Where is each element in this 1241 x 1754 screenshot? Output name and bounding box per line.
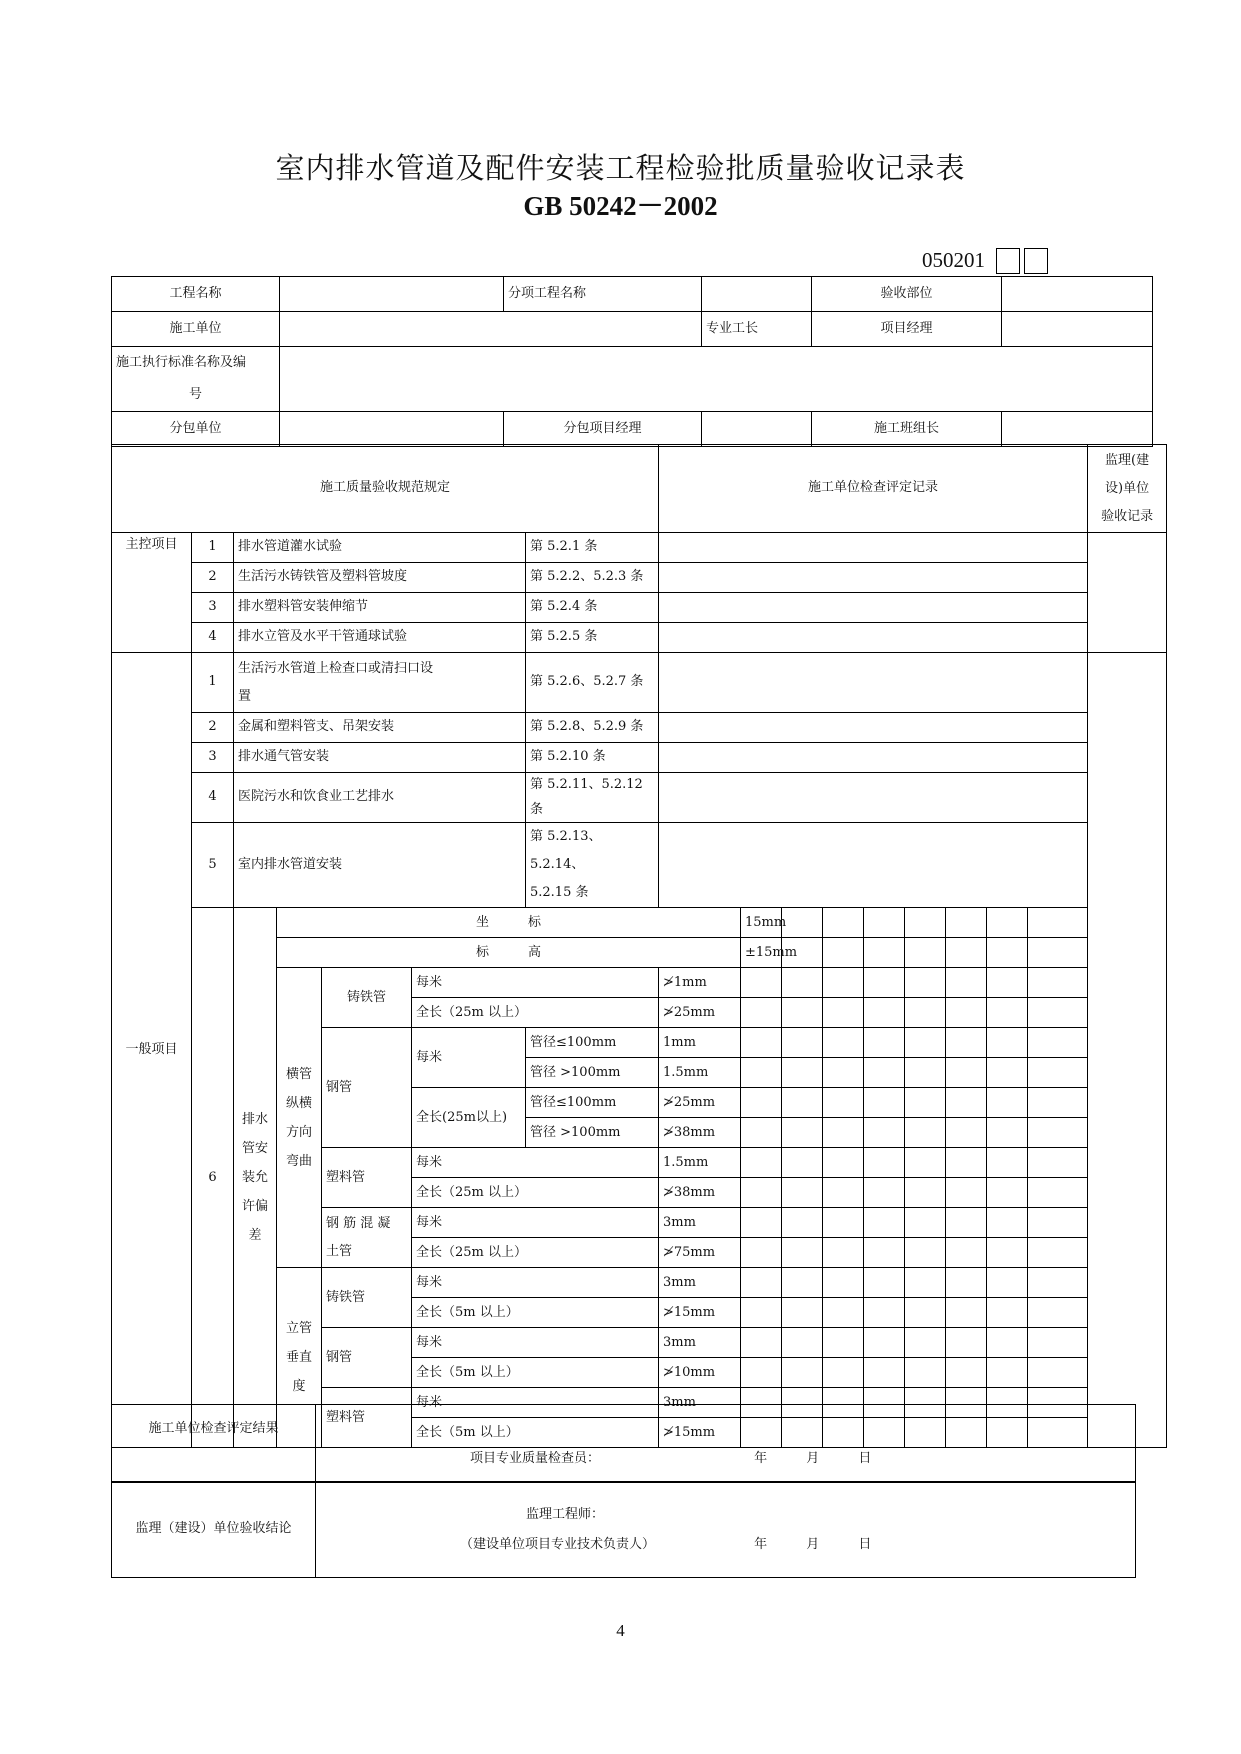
check-cell[interactable] xyxy=(987,1208,1028,1238)
check-cell[interactable] xyxy=(741,1028,782,1058)
check-cell[interactable] xyxy=(823,1088,864,1118)
rc-full-value: ≯75mm xyxy=(659,1238,741,1268)
check-cell[interactable] xyxy=(1028,1058,1088,1088)
month-label: 月 xyxy=(806,1536,820,1552)
check-cell[interactable] xyxy=(741,1178,782,1208)
check-cell[interactable] xyxy=(946,938,987,968)
check-cell[interactable] xyxy=(905,1328,946,1358)
per-meter-label: 每米 xyxy=(412,1328,659,1358)
check-cell[interactable] xyxy=(946,1208,987,1238)
general-item-clause xyxy=(526,823,659,908)
general-item-name: 排水通气管安装 xyxy=(234,743,526,773)
main-item-name: 排水塑料管安装伸缩节 xyxy=(234,593,526,623)
check-cell[interactable] xyxy=(864,908,905,938)
check-cell[interactable] xyxy=(1028,1238,1088,1268)
check-cell[interactable] xyxy=(1028,1088,1088,1118)
check-cell[interactable] xyxy=(987,1178,1028,1208)
general-item-name-line-1: 生活污水管道上检查口或清扫口设 xyxy=(238,660,434,676)
main-control-supervisor-record[interactable] xyxy=(1088,533,1167,653)
check-cell[interactable] xyxy=(864,1328,905,1358)
general-supervisor-record[interactable] xyxy=(1088,653,1167,1448)
check-cell[interactable] xyxy=(905,1268,946,1298)
check-cell[interactable] xyxy=(946,1328,987,1358)
project-info-table xyxy=(111,276,1153,447)
check-cell[interactable] xyxy=(741,1298,782,1328)
check-cell[interactable] xyxy=(823,968,864,998)
main-item-no: 1 xyxy=(192,533,234,563)
per-meter-label: 每米 xyxy=(412,1268,659,1298)
check-cell[interactable] xyxy=(946,1358,987,1388)
check-cell[interactable] xyxy=(741,1088,782,1118)
general-item-clause: 第 5.2.11、5.2.12 条 xyxy=(526,773,659,823)
general-item-clause-line-1: 第 5.2.13、5.2.14、 xyxy=(530,829,602,873)
rc-pipe-label-line-1: 钢 筋 混 凝 xyxy=(326,1215,391,1231)
standard-name-line-2: 号 xyxy=(188,387,202,402)
check-cell[interactable] xyxy=(987,1058,1028,1088)
result-field[interactable] xyxy=(316,1405,1136,1483)
check-cell[interactable] xyxy=(946,1238,987,1268)
check-cell[interactable] xyxy=(741,1238,782,1268)
sub-manager-field[interactable] xyxy=(702,412,812,447)
elev-value: ±15mm xyxy=(741,938,782,968)
form-code-box-2[interactable] xyxy=(1024,248,1048,274)
general-label: 一般项目 xyxy=(112,653,192,1448)
main-item-name: 排水立管及水平干管通球试验 xyxy=(234,623,526,653)
main-item-clause: 第 5.2.5 条 xyxy=(526,623,659,653)
per-meter-label: 每米 xyxy=(412,1028,526,1088)
team-leader-field[interactable] xyxy=(1002,412,1153,447)
check-cell[interactable] xyxy=(987,1028,1028,1058)
inspection-table xyxy=(111,444,1167,1448)
check-cell[interactable] xyxy=(905,1118,946,1148)
cast-iron-label: 铸铁管 xyxy=(322,968,412,1028)
check-cell[interactable] xyxy=(864,1148,905,1178)
check-cell[interactable] xyxy=(864,1058,905,1088)
general-item-no: 4 xyxy=(192,773,234,823)
conclusion-field[interactable] xyxy=(316,1482,1136,1578)
record-header: 施工单位检查评定记录 xyxy=(659,445,1088,533)
standard-name-label xyxy=(112,347,280,412)
month-label: 月 xyxy=(806,1451,820,1467)
check-cell[interactable] xyxy=(864,998,905,1028)
general-item-no: 2 xyxy=(192,713,234,743)
general-item-clause-line-2: 5.2.15 条 xyxy=(530,885,589,901)
check-cell[interactable] xyxy=(782,1358,823,1388)
check-cell[interactable] xyxy=(741,1148,782,1178)
form-title: 室内排水管道及配件安装工程检验批质量验收记录表 xyxy=(275,151,966,185)
vert-plumb-label: 立管垂直度 xyxy=(277,1268,322,1448)
check-cell[interactable] xyxy=(946,1088,987,1118)
pl-full-value: ≯38mm xyxy=(659,1178,741,1208)
project-manager-field[interactable] xyxy=(1002,312,1153,347)
v-ci-pm-value: 3mm xyxy=(659,1268,741,1298)
engineer-label: 监理工程师： xyxy=(526,1506,605,1522)
spec-header: 施工质量验收规范规定 xyxy=(112,445,659,533)
main-control-label: 主控项目 xyxy=(112,533,192,653)
check-cell[interactable] xyxy=(823,1028,864,1058)
ci-pm-value: ≯1mm xyxy=(659,968,741,998)
standard-name-field[interactable] xyxy=(280,347,1153,412)
check-cell[interactable] xyxy=(905,1028,946,1058)
main-item-record[interactable] xyxy=(659,593,1088,623)
conclusion-label: 监理（建设）单位验收结论 xyxy=(112,1482,316,1578)
horiz-bend-label: 横管纵横方向弯曲 xyxy=(277,968,322,1268)
check-cell[interactable] xyxy=(987,908,1028,938)
main-item-record[interactable] xyxy=(659,533,1088,563)
full-length-label: 全长（25m 以上） xyxy=(412,1178,659,1208)
check-cell[interactable] xyxy=(823,1178,864,1208)
check-cell[interactable] xyxy=(987,1268,1028,1298)
general-item-clause: 第 5.2.10 条 xyxy=(526,743,659,773)
check-cell[interactable] xyxy=(1028,938,1088,968)
main-item-clause: 第 5.2.2、5.2.3 条 xyxy=(526,563,659,593)
check-cell[interactable] xyxy=(905,908,946,938)
st-full-le-value: ≯25mm xyxy=(659,1088,741,1118)
check-cell[interactable] xyxy=(905,938,946,968)
general-item-name xyxy=(234,653,526,713)
subcontractor-label: 分包单位 xyxy=(112,412,280,447)
check-cell[interactable] xyxy=(864,1178,905,1208)
main-item-name: 排水管道灌水试验 xyxy=(234,533,526,563)
check-cell[interactable] xyxy=(823,1268,864,1298)
year-label: 年 xyxy=(754,1536,768,1552)
check-cell[interactable] xyxy=(741,1058,782,1088)
check-cell[interactable] xyxy=(905,998,946,1028)
check-cell[interactable] xyxy=(741,1358,782,1388)
v-pl-full-value: ≯15mm xyxy=(659,1418,741,1448)
general-item-clause: 第 5.2.6、5.2.7 条 xyxy=(526,653,659,713)
check-cell[interactable] xyxy=(864,1238,905,1268)
general-item-record[interactable] xyxy=(659,823,1088,908)
v-st-pm-value: 3mm xyxy=(659,1328,741,1358)
check-cell[interactable] xyxy=(864,1088,905,1118)
check-cell[interactable] xyxy=(782,1268,823,1298)
project-manager-label: 项目经理 xyxy=(812,312,1002,347)
check-cell[interactable] xyxy=(1028,1028,1088,1058)
check-cell[interactable] xyxy=(864,1358,905,1388)
general-item-clause: 第 5.2.8、5.2.9 条 xyxy=(526,713,659,743)
check-cell[interactable] xyxy=(823,908,864,938)
subproject-name-field[interactable] xyxy=(702,277,812,312)
full-length-label: 全长（25m 以上） xyxy=(412,1238,659,1268)
check-cell[interactable] xyxy=(782,1178,823,1208)
check-cell[interactable] xyxy=(987,998,1028,1028)
standard-code: GB 50242－2002 xyxy=(523,191,718,221)
general-item-name: 医院污水和饮食业工艺排水 xyxy=(234,773,526,823)
check-cell[interactable] xyxy=(946,998,987,1028)
check-cell[interactable] xyxy=(864,1028,905,1058)
foreman-label: 专业工长 xyxy=(702,312,812,347)
st-pm-gt-value: 1.5mm xyxy=(659,1058,741,1088)
check-cell[interactable] xyxy=(987,1358,1028,1388)
general-item-record[interactable] xyxy=(659,653,1088,713)
project-name-field[interactable] xyxy=(280,277,504,312)
check-cell[interactable] xyxy=(946,1178,987,1208)
st-pm-le-value: 1mm xyxy=(659,1028,741,1058)
check-cell[interactable] xyxy=(782,908,823,938)
check-cell[interactable] xyxy=(946,968,987,998)
check-cell[interactable] xyxy=(782,968,823,998)
check-cell[interactable] xyxy=(1028,1268,1088,1298)
check-cell[interactable] xyxy=(864,968,905,998)
result-label: 施工单位检查评定结果 xyxy=(112,1405,316,1483)
check-cell[interactable] xyxy=(741,1118,782,1148)
check-cell[interactable] xyxy=(782,1148,823,1178)
check-cell[interactable] xyxy=(905,968,946,998)
check-cell[interactable] xyxy=(741,1328,782,1358)
check-cell[interactable] xyxy=(987,1328,1028,1358)
accept-part-label: 验收部位 xyxy=(812,277,1002,312)
check-cell[interactable] xyxy=(1028,968,1088,998)
pl-pm-value: 1.5mm xyxy=(659,1148,741,1178)
check-cell[interactable] xyxy=(864,1208,905,1238)
check-cell[interactable] xyxy=(946,1148,987,1178)
subproject-name-label: 分项工程名称 xyxy=(504,277,702,312)
check-cell[interactable] xyxy=(1028,1298,1088,1328)
full-length-label: 全长（5m 以上） xyxy=(412,1358,659,1388)
accept-part-field[interactable] xyxy=(1002,277,1153,312)
inspection-result-section xyxy=(111,1404,1136,1483)
check-cell[interactable] xyxy=(1028,998,1088,1028)
day-label: 日 xyxy=(858,1451,872,1467)
check-cell[interactable] xyxy=(782,1118,823,1148)
supervisor-conclusion-section xyxy=(111,1481,1136,1578)
check-cell[interactable] xyxy=(987,1238,1028,1268)
check-cell[interactable] xyxy=(905,1208,946,1238)
cast-iron-label: 铸铁管 xyxy=(322,1268,412,1328)
main-item-clause: 第 5.2.4 条 xyxy=(526,593,659,623)
main-item-record[interactable] xyxy=(659,623,1088,653)
check-cell[interactable] xyxy=(987,1088,1028,1118)
diameter-le100-label: 管径≤100mm xyxy=(526,1088,659,1118)
check-cell[interactable] xyxy=(946,1298,987,1328)
check-cell[interactable] xyxy=(741,1268,782,1298)
v-st-full-value: ≯10mm xyxy=(659,1358,741,1388)
check-cell[interactable] xyxy=(782,1028,823,1058)
check-cell[interactable] xyxy=(905,1298,946,1328)
main-item-no: 2 xyxy=(192,563,234,593)
coord-value: 15mm xyxy=(741,908,782,938)
per-meter-label: 每米 xyxy=(412,1388,659,1418)
check-cell[interactable] xyxy=(782,1298,823,1328)
check-cell[interactable] xyxy=(987,938,1028,968)
check-cell[interactable] xyxy=(823,938,864,968)
check-cell[interactable] xyxy=(823,1148,864,1178)
day-label: 日 xyxy=(858,1536,872,1552)
check-cell[interactable] xyxy=(823,1358,864,1388)
elev-label: 标 高 xyxy=(277,938,741,968)
general-item-no: 5 xyxy=(192,823,234,908)
form-code: 050201 xyxy=(922,248,985,272)
general-item-no: 3 xyxy=(192,743,234,773)
supervisor-header-line-2: 设)单位 xyxy=(1105,480,1150,496)
check-cell[interactable] xyxy=(823,1058,864,1088)
general-item-record[interactable] xyxy=(659,773,1088,823)
diameter-gt100-label: 管径 >100mm xyxy=(526,1058,659,1088)
check-cell[interactable] xyxy=(823,1238,864,1268)
check-cell[interactable] xyxy=(946,908,987,938)
check-cell[interactable] xyxy=(823,1118,864,1148)
check-cell[interactable] xyxy=(864,1118,905,1148)
check-cell[interactable] xyxy=(741,1208,782,1238)
general-item-name-line-2: 置 xyxy=(238,688,252,704)
plastic-label: 塑料管 xyxy=(322,1388,412,1448)
plastic-label: 塑料管 xyxy=(322,1148,412,1208)
check-cell[interactable] xyxy=(905,1148,946,1178)
steel-label: 钢管 xyxy=(322,1328,412,1388)
check-cell[interactable] xyxy=(823,1328,864,1358)
diameter-le100-label: 管径≤100mm xyxy=(526,1028,659,1058)
check-cell[interactable] xyxy=(905,1088,946,1118)
team-leader-label: 施工班组长 xyxy=(812,412,1002,447)
check-cell[interactable] xyxy=(905,1178,946,1208)
supervisor-header xyxy=(1088,445,1167,533)
per-meter-label: 每米 xyxy=(412,968,659,998)
general-item-record[interactable] xyxy=(659,713,1088,743)
check-cell[interactable] xyxy=(864,1268,905,1298)
supervisor-header-line-3: 验收记录 xyxy=(1101,508,1154,524)
full-length-label: 全长（25m 以上） xyxy=(412,998,659,1028)
general-item-name: 室内排水管道安装 xyxy=(234,823,526,908)
check-cell[interactable] xyxy=(741,998,782,1028)
check-cell[interactable] xyxy=(987,1298,1028,1328)
supervisor-header-line-1: 监理(建 xyxy=(1105,452,1150,468)
check-cell[interactable] xyxy=(987,1148,1028,1178)
v-pl-pm-value: 3mm xyxy=(659,1388,741,1418)
check-cell[interactable] xyxy=(905,1058,946,1088)
main-item-record[interactable] xyxy=(659,563,1088,593)
check-cell[interactable] xyxy=(987,1118,1028,1148)
item6-vertical-label: 排水管安装允许偏差 xyxy=(234,908,277,1448)
check-cell[interactable] xyxy=(946,1268,987,1298)
check-cell[interactable] xyxy=(1028,1358,1088,1388)
check-cell[interactable] xyxy=(782,1328,823,1358)
check-cell[interactable] xyxy=(823,998,864,1028)
check-cell[interactable] xyxy=(1028,1208,1088,1238)
ci-full-value: ≯25mm xyxy=(659,998,741,1028)
check-cell[interactable] xyxy=(782,1058,823,1088)
item6-no: 6 xyxy=(192,908,234,1448)
check-cell[interactable] xyxy=(1028,908,1088,938)
check-cell[interactable] xyxy=(864,938,905,968)
check-cell[interactable] xyxy=(946,1028,987,1058)
diameter-gt100-label: 管径 >100mm xyxy=(526,1118,659,1148)
check-cell[interactable] xyxy=(782,998,823,1028)
full-length-label: 全长（5m 以上） xyxy=(412,1418,659,1448)
full-length-label: 全长（5m 以上） xyxy=(412,1298,659,1328)
check-cell[interactable] xyxy=(987,968,1028,998)
check-cell[interactable] xyxy=(905,1238,946,1268)
check-cell[interactable] xyxy=(1028,1148,1088,1178)
main-item-name: 生活污水铸铁管及塑料管坡度 xyxy=(234,563,526,593)
main-item-clause: 第 5.2.1 条 xyxy=(526,533,659,563)
v-ci-full-value: ≯15mm xyxy=(659,1298,741,1328)
check-cell[interactable] xyxy=(1028,1328,1088,1358)
year-label: 年 xyxy=(754,1451,768,1467)
engineer-sign-line xyxy=(320,1530,1131,1560)
inspector-label: 项目专业质量检查员： xyxy=(470,1451,601,1467)
rc-pm-value: 3mm xyxy=(659,1208,741,1238)
full-length-compact-label: 全长(25m以上) xyxy=(412,1088,526,1148)
steel-label: 钢管 xyxy=(322,1028,412,1148)
main-item-no: 3 xyxy=(192,593,234,623)
check-cell[interactable] xyxy=(1028,1118,1088,1148)
check-cell[interactable] xyxy=(823,1298,864,1328)
per-meter-label: 每米 xyxy=(412,1208,659,1238)
check-cell[interactable] xyxy=(946,1058,987,1088)
st-full-gt-value: ≯38mm xyxy=(659,1118,741,1148)
sub-manager-label: 分包项目经理 xyxy=(504,412,702,447)
form-code-box-1[interactable] xyxy=(996,248,1020,274)
check-cell[interactable] xyxy=(1028,1178,1088,1208)
main-item-no: 4 xyxy=(192,623,234,653)
general-item-record[interactable] xyxy=(659,743,1088,773)
check-cell[interactable] xyxy=(782,1208,823,1238)
check-cell[interactable] xyxy=(905,1358,946,1388)
check-cell[interactable] xyxy=(741,968,782,998)
check-cell[interactable] xyxy=(782,1238,823,1268)
general-item-no: 1 xyxy=(192,653,234,713)
rc-pipe-label xyxy=(322,1208,412,1268)
general-item-name: 金属和塑料管支、吊架安装 xyxy=(234,713,526,743)
project-name-label: 工程名称 xyxy=(112,277,280,312)
engineer-note: （建设单位项目专业技术负责人） xyxy=(460,1536,656,1552)
per-meter-label: 每米 xyxy=(412,1148,659,1178)
rc-pipe-label-line-2: 土管 xyxy=(326,1243,353,1259)
check-cell[interactable] xyxy=(864,1298,905,1328)
page-number: 4 xyxy=(616,1621,625,1640)
standard-name-line-1: 施工执行标准名称及编 xyxy=(116,355,247,370)
check-cell[interactable] xyxy=(782,1088,823,1118)
check-cell[interactable] xyxy=(946,1118,987,1148)
check-cell[interactable] xyxy=(823,1208,864,1238)
construction-unit-label: 施工单位 xyxy=(112,312,280,347)
subcontractor-field[interactable] xyxy=(280,412,504,447)
construction-unit-field[interactable] xyxy=(280,312,702,347)
coord-label: 坐 标 xyxy=(277,908,741,938)
